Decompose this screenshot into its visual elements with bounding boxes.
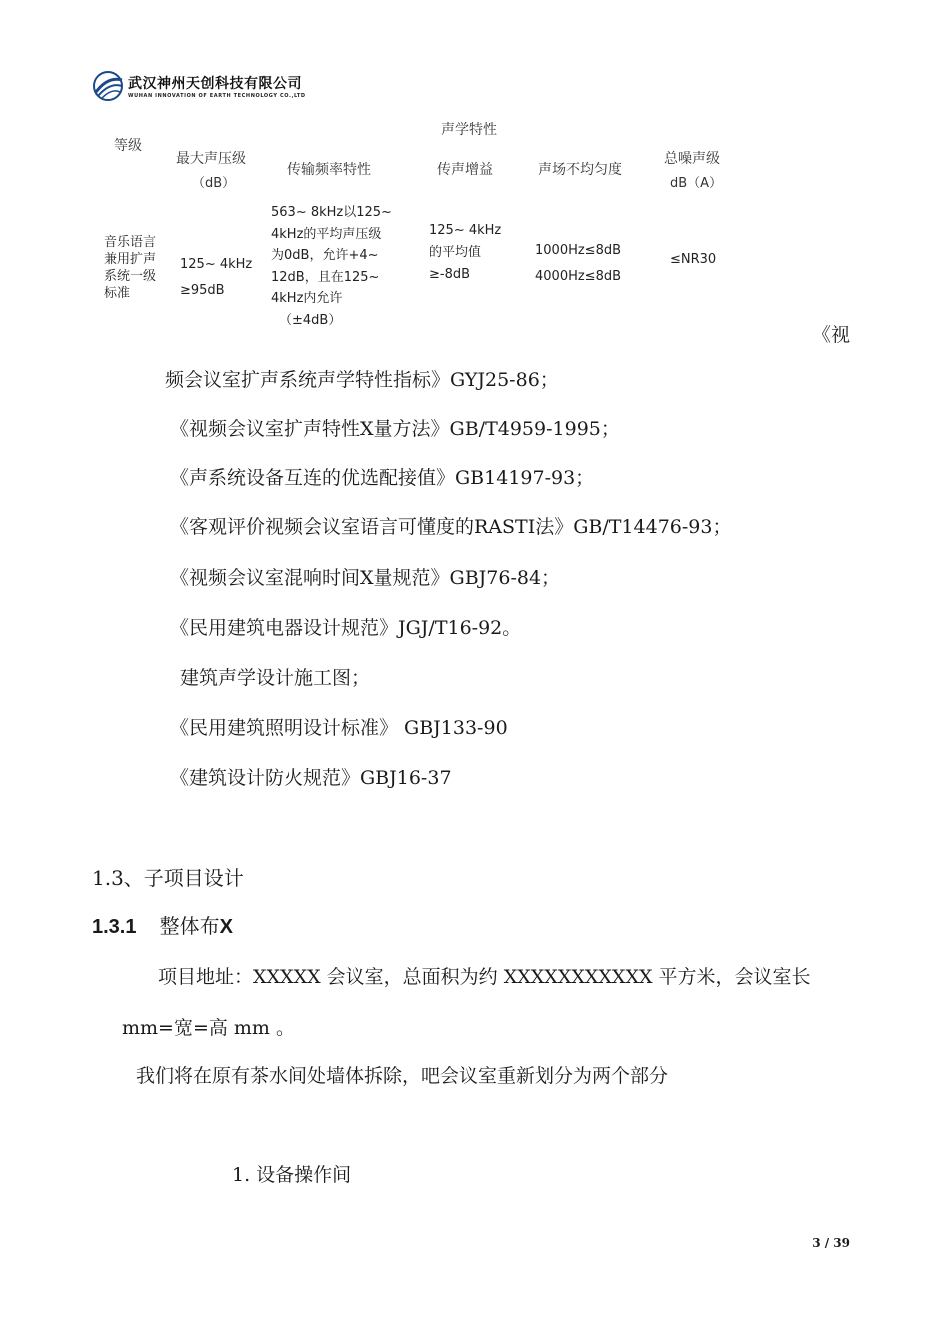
section-title: 1.3、子项目设计 <box>92 866 244 890</box>
ref-line: 《视频会议室扩声特性X量方法》GB/T4959-1995； <box>170 418 620 440</box>
company-name-cn: 武汉神州天创科技有限公司 <box>128 76 302 92</box>
paragraph-line: 项目地址：XXXXX 会议室，总面积为约 XXXXXXXXXXX 平方米，会议室长 <box>158 966 811 988</box>
subsection-heading <box>92 910 233 939</box>
table-group-header: 声学特性 <box>441 122 497 138</box>
table-cell-gain <box>429 220 501 286</box>
company-name-en: WUHAN INNOVATION OF EARTH TECHNOLOGY CO.,LTD <box>128 93 306 99</box>
table-cell-uniformity <box>535 238 621 290</box>
ref-line-tail: 《视 <box>812 324 851 346</box>
cell-line: 4000Hz≤8dB <box>535 269 622 284</box>
table-cell-grade <box>104 234 156 302</box>
cell-line: 125~ 4kHz <box>429 223 502 238</box>
ref-line: 《民用建筑照明设计标准》 GBJ133-90 <box>170 717 508 739</box>
ref-line: 频会议室扩声系统声学特性指标》GYJ25-86； <box>165 369 559 391</box>
table-header-gain: 传声增益 <box>437 162 493 178</box>
ref-line: 《民用建筑电器设计规范》JGJ/T16-92。 <box>170 617 522 639</box>
ref-line: 《视频会议室混响时间X量规范》GBJ76-84； <box>170 567 561 589</box>
cell-line: 125~ 4kHz <box>180 257 253 272</box>
subsection-number: 1.3.1 <box>92 916 137 938</box>
page-number: 3 / 39 <box>812 1236 850 1250</box>
ref-line: 《客观评价视频会议室语言可懂度的RASTI法》GB/T14476-93； <box>170 516 732 538</box>
cell-line: 系统一级 <box>104 269 157 284</box>
table-header-max-spl-unit: （dB） <box>192 176 236 191</box>
table-header-max-spl: 最大声压级 <box>176 151 246 167</box>
cell-line: ≥-8dB <box>429 267 471 282</box>
cell-line: ≥95dB <box>180 283 225 298</box>
subsection-title-x: X <box>219 916 233 938</box>
table-cell-freq <box>271 202 392 331</box>
paragraph-line: 我们将在原有茶水间处墙体拆除，吧会议室重新划分为两个部分 <box>136 1065 669 1087</box>
ref-line: 建筑声学设计施工图； <box>180 667 371 689</box>
table-cell-max-spl <box>180 252 252 304</box>
cell-line: 4kHz内允许 <box>271 291 343 306</box>
table-header-grade: 等级 <box>114 138 142 154</box>
cell-line: 的平均值 <box>429 245 482 260</box>
table-cell-noise: ≤NR30 <box>670 252 717 267</box>
cell-line: 1000Hz≤8dB <box>535 243 622 258</box>
table-header-freq: 传输频率特性 <box>287 162 371 178</box>
table-header-noise-unit: dB（A） <box>670 176 723 191</box>
cell-line: 为0dB，允许+4~ <box>271 248 379 263</box>
table-header-uniformity: 声场不均匀度 <box>538 162 622 178</box>
cell-line: 兼用扩声 <box>104 252 157 267</box>
company-logo <box>92 70 312 106</box>
globe-swoosh-logo-icon <box>92 70 124 102</box>
cell-line: 4kHz的平均声压级 <box>271 226 382 242</box>
cell-line: （±4dB） <box>279 312 342 328</box>
ref-line: 《建筑设计防火规范》GBJ16-37 <box>170 767 452 789</box>
cell-line: 标准 <box>104 286 131 301</box>
cell-line: 563~ 8kHz以125~ <box>271 205 392 220</box>
paragraph-line: mm=宽=高 mm 。 <box>122 1017 295 1039</box>
ref-line: 《声系统设备互连的优选配接值》GB14197-93； <box>170 467 595 489</box>
list-item: 1. 设备操作间 <box>232 1164 352 1186</box>
cell-line: 12dB，且在125~ <box>271 269 380 285</box>
cell-line: 音乐语言 <box>104 235 157 250</box>
subsection-title: 整体布 <box>159 914 220 938</box>
table-header-noise: 总噪声级 <box>664 151 720 167</box>
